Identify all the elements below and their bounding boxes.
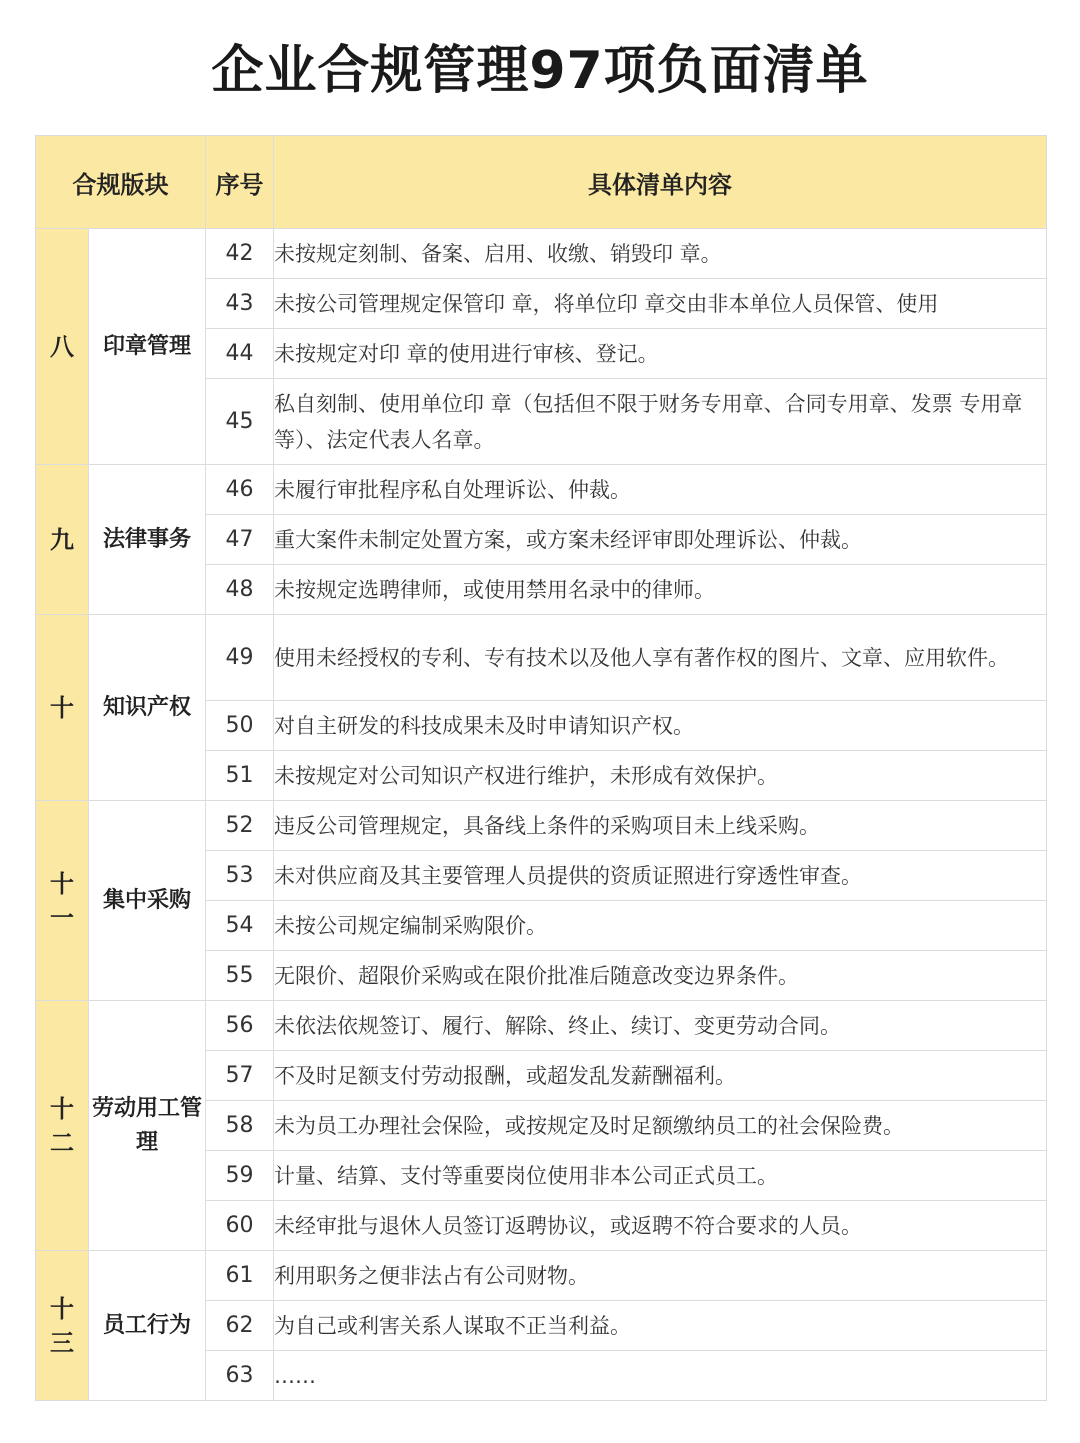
negative-list-table — [35, 135, 1047, 1401]
item-index: 62 — [206, 1301, 274, 1351]
item-index: 54 — [206, 901, 274, 951]
item-text: 未按规定对印 章的使用进行审核、登记。 — [274, 329, 1047, 379]
header-content: 具体清单内容 — [274, 136, 1047, 229]
item-index: 43 — [206, 279, 274, 329]
item-text: …… — [274, 1351, 1047, 1401]
item-text: 未履行审批程序私自处理诉讼、仲裁。 — [274, 465, 1047, 515]
item-text: 重大案件未制定处置方案，或方案未经评审即处理诉讼、仲裁。 — [274, 515, 1047, 565]
header-index: 序号 — [206, 136, 274, 229]
item-index: 58 — [206, 1101, 274, 1151]
item-text: 为自己或利害关系人谋取不正当利益。 — [274, 1301, 1047, 1351]
table-row — [36, 229, 1047, 279]
item-text: 未为员工办理社会保险，或按规定及时足额缴纳员工的社会保险费。 — [274, 1101, 1047, 1151]
section-number-text: 十三 — [50, 1294, 74, 1357]
table-row — [36, 801, 1047, 851]
item-index: 45 — [206, 379, 274, 465]
item-index: 50 — [206, 701, 274, 751]
item-text: 违反公司管理规定，具备线上条件的采购项目未上线采购。 — [274, 801, 1047, 851]
table-row — [36, 1251, 1047, 1301]
section-name: 印章管理 — [89, 229, 206, 465]
item-text: 无限价、超限价采购或在限价批准后随意改变边界条件。 — [274, 951, 1047, 1001]
section-number-text: 十二 — [50, 1094, 74, 1157]
item-index: 46 — [206, 465, 274, 515]
item-index: 57 — [206, 1051, 274, 1101]
item-text: 对自主研发的科技成果未及时申请知识产权。 — [274, 701, 1047, 751]
section-number — [36, 801, 89, 1001]
item-text: 私自刻制、使用单位印 章（包括但不限于财务专用章、合同专用章、发票 专用章等）、法定代表人名章。 — [274, 379, 1047, 465]
item-text: 不及时足额支付劳动报酬，或超发乱发薪酬福利。 — [274, 1051, 1047, 1101]
header-section: 合规版块 — [36, 136, 206, 229]
item-text: 使用未经授权的专利、专有技术以及他人享有著作权的图片、文章、应用软件。 — [274, 615, 1047, 701]
item-index: 49 — [206, 615, 274, 701]
item-index: 59 — [206, 1151, 274, 1201]
section-number: 十 — [36, 615, 89, 801]
item-index: 51 — [206, 751, 274, 801]
item-text: 未按规定刻制、备案、启用、收缴、销毁印 章。 — [274, 229, 1047, 279]
item-index: 63 — [206, 1351, 274, 1401]
item-index: 47 — [206, 515, 274, 565]
section-number — [36, 1001, 89, 1251]
table-row — [36, 615, 1047, 701]
section-name: 法律事务 — [89, 465, 206, 615]
item-text: 利用职务之便非法占有公司财物。 — [274, 1251, 1047, 1301]
section-name: 集中采购 — [89, 801, 206, 1001]
section-name: 劳动用工管理 — [89, 1001, 206, 1251]
item-index: 53 — [206, 851, 274, 901]
section-number-text: 十一 — [50, 869, 74, 932]
item-text: 未依法依规签订、履行、解除、终止、续订、变更劳动合同。 — [274, 1001, 1047, 1051]
item-index: 42 — [206, 229, 274, 279]
item-index: 55 — [206, 951, 274, 1001]
item-index: 56 — [206, 1001, 274, 1051]
item-index: 44 — [206, 329, 274, 379]
item-text: 未经审批与退休人员签订返聘协议，或返聘不符合要求的人员。 — [274, 1201, 1047, 1251]
item-text: 未按公司管理规定保管印 章，将单位印 章交由非本单位人员保管、使用 — [274, 279, 1047, 329]
section-name: 知识产权 — [89, 615, 206, 801]
item-index: 61 — [206, 1251, 274, 1301]
item-text: 未按规定选聘律师，或使用禁用名录中的律师。 — [274, 565, 1047, 615]
item-text: 未按规定对公司知识产权进行维护，未形成有效保护。 — [274, 751, 1047, 801]
item-text: 未对供应商及其主要管理人员提供的资质证照进行穿透性审查。 — [274, 851, 1047, 901]
table-row — [36, 465, 1047, 515]
header-row — [36, 136, 1047, 229]
page-title: 企业合规管理97项负面清单 — [211, 41, 869, 101]
item-text: 未按公司规定编制采购限价。 — [274, 901, 1047, 951]
item-index: 48 — [206, 565, 274, 615]
section-number: 八 — [36, 229, 89, 465]
section-number — [36, 1251, 89, 1401]
item-text: 计量、结算、支付等重要岗位使用非本公司正式员工。 — [274, 1151, 1047, 1201]
item-index: 60 — [206, 1201, 274, 1251]
section-name: 员工行为 — [89, 1251, 206, 1401]
item-index: 52 — [206, 801, 274, 851]
section-number: 九 — [36, 465, 89, 615]
table-row — [36, 1001, 1047, 1051]
